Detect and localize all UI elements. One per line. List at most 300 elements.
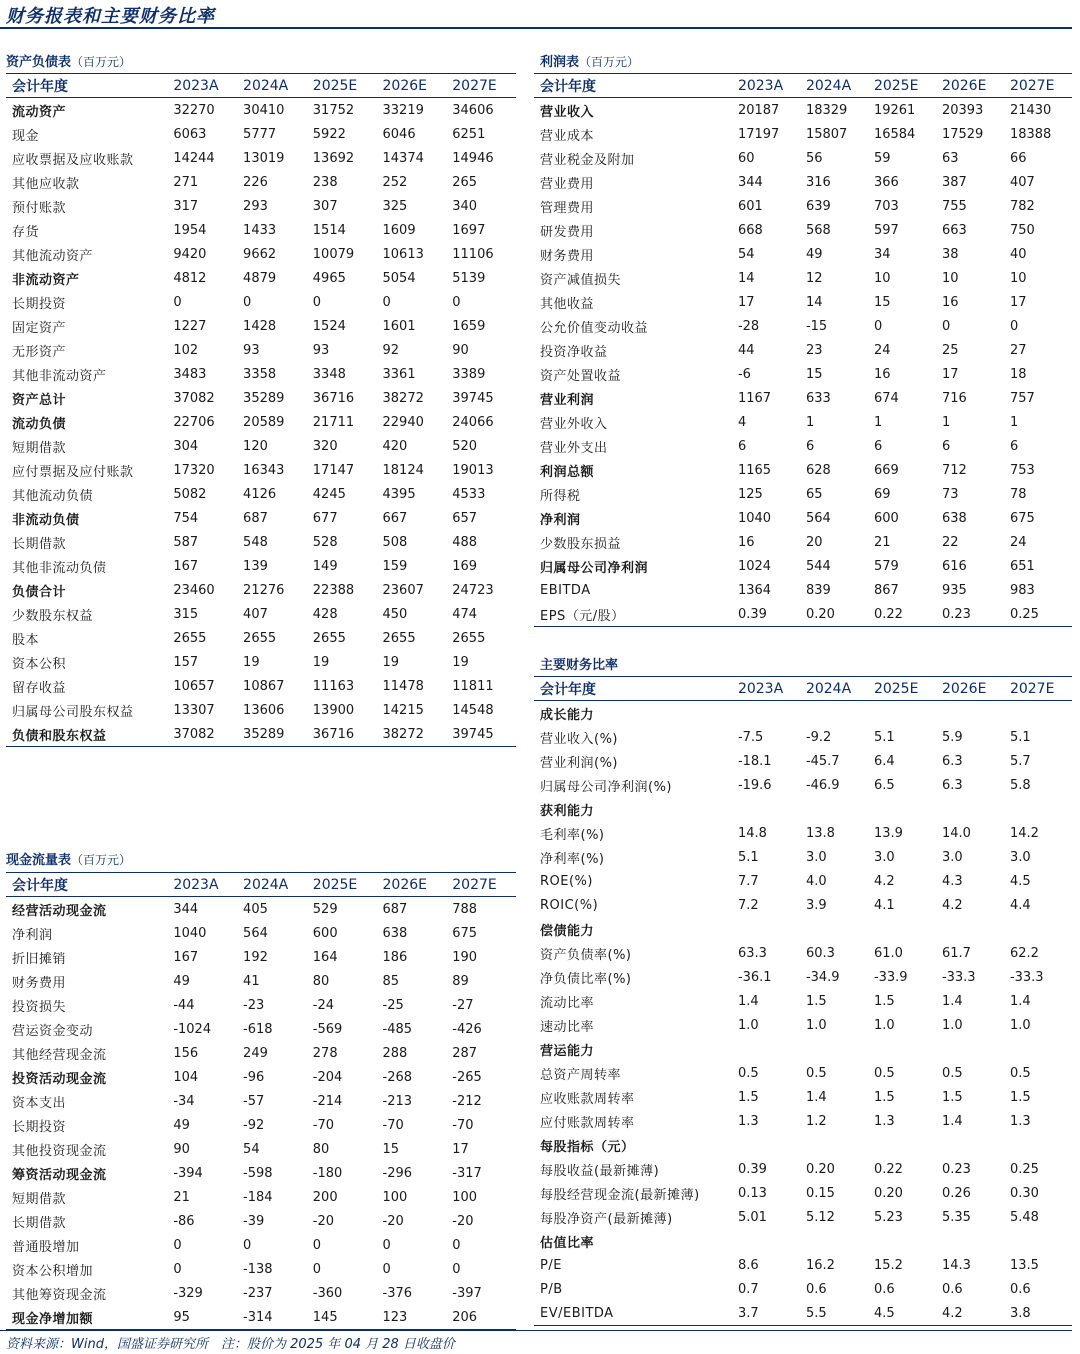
income-cell: 34 <box>873 246 891 262</box>
balance-row <box>6 578 516 602</box>
income-cell: 59 <box>873 150 891 166</box>
cashflow-cell: 0 <box>452 1237 461 1253</box>
balance-cell: 5922 <box>312 126 346 142</box>
balance-cell: 6251 <box>452 126 486 142</box>
balance-cell: 120 <box>243 438 268 454</box>
income-cell: 27 <box>1009 342 1027 358</box>
ratios-cell <box>732 917 800 941</box>
balance-row <box>6 722 516 747</box>
ratios-cell: 1.2 <box>805 1113 827 1129</box>
balance-cell: 4245 <box>312 486 346 502</box>
income-year-header: 2026E <box>936 74 1004 98</box>
income-cell: 669 <box>873 462 899 478</box>
balance-cell: 2655 <box>312 630 346 646</box>
balance-row <box>6 530 516 554</box>
balance-cell: 19 <box>243 654 260 670</box>
income-row-label: EBITDA <box>540 582 591 598</box>
ratios-cell: 0.26 <box>941 1185 971 1201</box>
income-row <box>534 386 1072 410</box>
income-year-header: 2027E <box>1004 74 1072 98</box>
balance-cell: 4533 <box>452 486 486 502</box>
income-row-label: 其他收益 <box>540 296 595 312</box>
balance-cell: 3358 <box>243 366 277 382</box>
balance-cell: 315 <box>173 606 199 622</box>
ratios-row-label: 营业利润(%) <box>540 755 618 771</box>
cashflow-cell: -20 <box>312 1213 335 1229</box>
ratios-cell <box>1004 1229 1072 1253</box>
ratios-cell: 0.5 <box>1009 1065 1031 1081</box>
cashflow-cell: -184 <box>243 1189 273 1205</box>
ratios-cell: -36.1 <box>737 969 772 985</box>
ratios-row-label: 流动比率 <box>540 995 595 1011</box>
balance-row <box>6 602 516 626</box>
balance-cell: 22940 <box>382 414 424 430</box>
balance-row-label: 流动负债 <box>12 416 67 432</box>
income-cell: 674 <box>873 390 899 406</box>
balance-cell: 37082 <box>173 390 215 406</box>
income-cell: 12 <box>805 270 823 286</box>
ratios-cell: 1.0 <box>941 1017 963 1033</box>
income-row <box>534 218 1072 242</box>
balance-cell: 14215 <box>382 702 424 718</box>
income-cell: 755 <box>941 198 967 214</box>
income-row <box>534 98 1072 123</box>
cashflow-cell: 788 <box>452 901 478 917</box>
balance-year-header: 2025E <box>307 74 377 98</box>
income-title <box>540 51 639 70</box>
ratios-header-row <box>534 677 1072 701</box>
cashflow-row <box>6 921 516 945</box>
ratios-row <box>534 941 1072 965</box>
ratios-cell: -45.7 <box>805 753 840 769</box>
ratios-cell: 5.8 <box>1009 777 1031 793</box>
ratios-row <box>534 1133 1072 1157</box>
income-cell: 22 <box>941 534 959 550</box>
balance-cell: 657 <box>452 510 478 526</box>
ratios-cell: 6.4 <box>873 753 895 769</box>
cashflow-row <box>6 1041 516 1065</box>
balance-row-label: 其他非流动负债 <box>12 560 107 576</box>
ratios-cell: -9.2 <box>805 729 832 745</box>
cashflow-cell: 21 <box>173 1189 190 1205</box>
balance-year-header: 2027E <box>446 74 516 98</box>
balance-cell: 167 <box>173 558 199 574</box>
ratios-year-header: 2024A <box>800 677 868 701</box>
income-cell: -28 <box>737 318 760 334</box>
income-cell: 18329 <box>805 102 848 118</box>
balance-title-text: 资产负债表 <box>6 55 72 70</box>
ratios-cell <box>868 1037 936 1061</box>
cashflow-cell: -39 <box>243 1213 265 1229</box>
ratios-cell: 5.5 <box>800 1301 868 1326</box>
balance-cell: 10613 <box>382 246 424 262</box>
balance-cell: 13307 <box>173 702 215 718</box>
income-cell: 21430 <box>1009 102 1052 118</box>
ratios-cell: 0.7 <box>737 1281 759 1297</box>
cashflow-table <box>6 872 516 1330</box>
ratios-cell: 3.0 <box>1009 849 1031 865</box>
balance-cell: 508 <box>382 534 408 550</box>
income-cell: 60 <box>737 150 755 166</box>
ratios-cell: 1.5 <box>941 1089 963 1105</box>
balance-cell: 428 <box>312 606 338 622</box>
ratios-cell: 5.12 <box>805 1209 835 1225</box>
balance-cell: 13606 <box>243 702 285 718</box>
cashflow-cell: 564 <box>243 925 268 941</box>
balance-cell: 4395 <box>382 486 416 502</box>
cashflow-cell: -1024 <box>173 1021 212 1037</box>
ratios-cell: -7.5 <box>737 729 764 745</box>
income-cell: 983 <box>1009 582 1035 598</box>
cashflow-row <box>6 1185 516 1209</box>
income-cell: 0.23 <box>936 602 1004 627</box>
cashflow-row <box>6 1209 516 1233</box>
balance-cell: 1514 <box>312 222 346 238</box>
ratios-row-label: 偿债能力 <box>540 923 595 939</box>
cashflow-row <box>6 1137 516 1161</box>
balance-cell: 13019 <box>243 150 285 166</box>
income-table <box>534 73 1072 627</box>
income-cell: 18388 <box>1009 126 1052 142</box>
balance-cell: 0 <box>452 294 461 310</box>
ratios-row <box>534 1061 1072 1085</box>
ratios-cell: 3.7 <box>732 1301 800 1326</box>
ratios-cell: 7.2 <box>737 897 759 913</box>
cashflow-cell: 288 <box>382 1045 408 1061</box>
ratios-cell: 1.0 <box>737 1017 759 1033</box>
ratios-cell: -18.1 <box>737 753 772 769</box>
income-cell: 25 <box>941 342 959 358</box>
balance-row <box>6 362 516 386</box>
balance-cell: 520 <box>452 438 478 454</box>
ratios-cell <box>868 1133 936 1157</box>
ratios-cell: -33.3 <box>941 969 976 985</box>
balance-cell: 24723 <box>452 582 494 598</box>
cashflow-row-label: 净利润 <box>12 927 53 943</box>
income-cell: 6 <box>805 438 815 454</box>
ratios-cell <box>868 701 936 726</box>
balance-row-label: 其他流动负债 <box>12 488 94 504</box>
ratios-cell: 0.25 <box>1009 1161 1039 1177</box>
cashflow-row-label: 长期借款 <box>12 1215 67 1231</box>
ratios-cell <box>1004 701 1072 726</box>
cashflow-cell: -96 <box>243 1069 265 1085</box>
cashflow-row-label: 经营活动现金流 <box>12 903 107 919</box>
cashflow-row-label: 筹资活动现金流 <box>12 1167 107 1183</box>
balance-row-label: 其他流动资产 <box>12 248 94 264</box>
cashflow-cell: 95 <box>167 1305 237 1330</box>
ratios-row-label: P/E <box>540 1257 562 1273</box>
cashflow-row-label: 其他经营现金流 <box>12 1047 107 1063</box>
ratios-cell <box>800 1133 868 1157</box>
balance-row <box>6 698 516 722</box>
ratios-year-header: 2023A <box>732 677 800 701</box>
balance-cell: 3389 <box>452 366 486 382</box>
balance-cell: 252 <box>382 174 408 190</box>
cashflow-row-label: 投资损失 <box>12 999 67 1015</box>
income-cell: 597 <box>873 222 899 238</box>
cashflow-row-label: 折旧摊销 <box>12 951 67 967</box>
balance-sheet-table <box>6 73 516 747</box>
cashflow-cell: -329 <box>173 1285 203 1301</box>
ratios-cell: 4.2 <box>941 897 963 913</box>
cashflow-cell: 1040 <box>173 925 207 941</box>
balance-cell: 20589 <box>243 414 285 430</box>
income-row-label: 少数股东损益 <box>540 536 622 552</box>
ratios-cell: 1.4 <box>1009 993 1031 1009</box>
balance-row <box>6 626 516 650</box>
balance-row <box>6 386 516 410</box>
ratios-row <box>534 1181 1072 1205</box>
income-cell: 1024 <box>737 558 772 574</box>
ratios-cell: -19.6 <box>737 777 772 793</box>
ratios-cell: -33.9 <box>873 969 908 985</box>
income-cell: 40 <box>1009 246 1027 262</box>
balance-row-label: 预付账款 <box>12 200 67 216</box>
ratios-row-label: 应付账款周转率 <box>540 1115 635 1131</box>
balance-cell: 317 <box>173 198 199 214</box>
income-cell: 387 <box>941 174 967 190</box>
cashflow-cell: 89 <box>452 973 469 989</box>
cashflow-cell: -376 <box>382 1285 413 1301</box>
income-row <box>534 602 1072 627</box>
cashflow-row-label: 现金净增加额 <box>6 1305 167 1330</box>
ratios-cell: 7.7 <box>737 873 759 889</box>
income-row-label: 管理费用 <box>540 200 595 216</box>
income-cell: 66 <box>1009 150 1027 166</box>
balance-cell: 30410 <box>243 102 285 118</box>
ratios-cell: 1.5 <box>737 1089 759 1105</box>
balance-cell: 31752 <box>312 102 355 118</box>
balance-cell: 19 <box>382 654 400 670</box>
income-cell: 18 <box>1009 366 1027 382</box>
balance-row <box>6 410 516 434</box>
income-cell: 628 <box>805 462 831 478</box>
income-row <box>534 530 1072 554</box>
cashflow-cell: -296 <box>382 1165 413 1181</box>
ratios-cell: 0.5 <box>737 1065 759 1081</box>
balance-row-label: 应付票据及应付账款 <box>12 464 134 480</box>
balance-row <box>6 674 516 698</box>
ratios-row-label: 每股收益(最新摊薄) <box>540 1163 660 1179</box>
ratios-row-label: ROE(%) <box>540 873 593 889</box>
ratios-cell <box>868 797 936 821</box>
ratios-year-header: 2027E <box>1004 677 1072 701</box>
income-cell: 544 <box>805 558 831 574</box>
balance-cell: 23607 <box>382 582 424 598</box>
balance-cell: 169 <box>452 558 478 574</box>
balance-year-header: 2024A <box>237 74 307 98</box>
cashflow-cell: 54 <box>243 1141 260 1157</box>
balance-cell: 5082 <box>173 486 207 502</box>
balance-row-label: 资本公积 <box>12 656 67 672</box>
ratios-row <box>534 1037 1072 1061</box>
cashflow-cell: 100 <box>382 1189 408 1205</box>
ratios-row <box>534 965 1072 989</box>
ratios-title <box>540 654 618 673</box>
balance-row-label: 现金 <box>12 128 40 144</box>
cashflow-cell: 0 <box>173 1237 182 1253</box>
income-cell: -6 <box>737 366 751 382</box>
balance-cell: 4126 <box>243 486 277 502</box>
balance-cell: 13692 <box>312 150 355 166</box>
balance-row-label: 负债和股东权益 <box>6 722 167 747</box>
ratios-row <box>534 1301 1072 1326</box>
income-cell: 24 <box>873 342 891 358</box>
balance-cell: 39745 <box>452 390 494 406</box>
income-cell: 38 <box>941 246 959 262</box>
ratios-cell <box>1004 1133 1072 1157</box>
ratios-cell: 1.5 <box>1009 1089 1031 1105</box>
income-header-row <box>534 74 1072 98</box>
ratios-cell: 0.6 <box>1009 1281 1031 1297</box>
ratios-row-label: 每股经营现金流(最新摊薄) <box>540 1187 700 1203</box>
income-cell: 63 <box>941 150 959 166</box>
ratios-cell: 4.3 <box>941 873 963 889</box>
balance-row-label: 非流动资产 <box>12 272 80 288</box>
ratios-header-label: 会计年度 <box>534 677 732 701</box>
balance-cell: 4812 <box>173 270 207 286</box>
cashflow-cell: -268 <box>382 1069 413 1085</box>
income-row <box>534 554 1072 578</box>
balance-cell: 226 <box>243 174 268 190</box>
ratios-cell: 62.2 <box>1009 945 1039 961</box>
balance-row <box>6 314 516 338</box>
balance-cell: 35289 <box>237 722 307 747</box>
balance-cell: 6046 <box>382 126 416 142</box>
cashflow-cell: -57 <box>243 1093 265 1109</box>
income-cell: 73 <box>941 486 959 502</box>
balance-cell: 11811 <box>452 678 494 694</box>
ratios-row-label: 应收账款周转率 <box>540 1091 635 1107</box>
cashflow-cell: 405 <box>243 901 268 917</box>
income-cell: 16584 <box>873 126 916 142</box>
ratios-cell: 1.0 <box>873 1017 895 1033</box>
income-cell: 316 <box>805 174 831 190</box>
income-cell: 407 <box>1009 174 1035 190</box>
ratios-cell: 0.39 <box>737 1161 767 1177</box>
ratios-cell <box>1004 1037 1072 1061</box>
income-cell: 935 <box>941 582 967 598</box>
cashflow-row <box>6 1089 516 1113</box>
income-row-label: 利润总额 <box>540 464 595 480</box>
income-row <box>534 266 1072 290</box>
balance-cell: 5139 <box>452 270 486 286</box>
income-cell: 14 <box>737 270 755 286</box>
income-cell: 16 <box>941 294 959 310</box>
balance-cell: 22388 <box>312 582 355 598</box>
balance-cell: 677 <box>312 510 338 526</box>
ratios-cell <box>800 1229 868 1253</box>
income-cell: 0.25 <box>1004 602 1072 627</box>
cashflow-unit: （百万元） <box>71 853 132 867</box>
ratios-cell <box>732 1133 800 1157</box>
balance-cell: 90 <box>452 342 469 358</box>
cashflow-cell: -180 <box>312 1165 343 1181</box>
cashflow-cell: -314 <box>237 1305 307 1330</box>
balance-cell: 37082 <box>167 722 237 747</box>
ratios-year-header: 2026E <box>936 677 1004 701</box>
page-title: 财务报表和主要财务比率 <box>6 6 215 27</box>
cashflow-cell: 206 <box>446 1305 516 1330</box>
balance-row <box>6 194 516 218</box>
income-title-text: 利润表 <box>540 55 580 70</box>
cashflow-cell: 164 <box>312 949 338 965</box>
balance-cell: 6063 <box>173 126 207 142</box>
cashflow-cell: -70 <box>452 1117 474 1133</box>
balance-cell: 18124 <box>382 462 424 478</box>
income-row-label: 所得税 <box>540 488 581 504</box>
cashflow-cell: -426 <box>452 1021 482 1037</box>
ratios-cell: 4.2 <box>873 873 895 889</box>
cashflow-cell: -20 <box>382 1213 404 1229</box>
balance-row-label: 资产总计 <box>12 392 67 408</box>
ratios-cell: 0.5 <box>941 1065 963 1081</box>
income-row-label: 资产减值损失 <box>540 272 622 288</box>
cashflow-cell: 100 <box>452 1189 478 1205</box>
ratios-cell: 1.3 <box>737 1113 759 1129</box>
cashflow-cell: -27 <box>452 997 474 1013</box>
ratios-cell: 5.35 <box>941 1209 971 1225</box>
ratios-cell <box>732 1037 800 1061</box>
ratios-cell <box>800 701 868 726</box>
balance-row <box>6 338 516 362</box>
cashflow-cell: -360 <box>312 1285 343 1301</box>
ratios-cell: 1.3 <box>873 1113 895 1129</box>
ratios-cell: 1.4 <box>941 1113 963 1129</box>
balance-cell: 36716 <box>307 722 377 747</box>
income-cell: -15 <box>805 318 828 334</box>
ratios-cell: 5.48 <box>1009 1209 1039 1225</box>
ratios-cell <box>800 1037 868 1061</box>
income-cell: 24 <box>1009 534 1027 550</box>
cashflow-cell: 104 <box>173 1069 199 1085</box>
income-cell: 54 <box>737 246 755 262</box>
income-cell: 564 <box>805 510 831 526</box>
balance-cell: 9662 <box>243 246 277 262</box>
ratios-row <box>534 821 1072 845</box>
ratios-cell: 5.7 <box>1009 753 1031 769</box>
income-row-label: 营业费用 <box>540 176 595 192</box>
cashflow-cell: 85 <box>382 973 400 989</box>
income-cell: 125 <box>737 486 763 502</box>
cashflow-cell: 156 <box>173 1045 199 1061</box>
ratios-cell: 0.15 <box>805 1185 835 1201</box>
income-cell: 20 <box>805 534 823 550</box>
income-cell: 366 <box>873 174 899 190</box>
balance-cell: 4879 <box>243 270 277 286</box>
ratios-cell: 6.5 <box>873 777 895 793</box>
balance-cell: 2655 <box>382 630 416 646</box>
ratios-cell: 16.2 <box>805 1257 835 1273</box>
income-cell: 782 <box>1009 198 1035 214</box>
balance-cell: 407 <box>243 606 268 622</box>
balance-cell: 39745 <box>446 722 516 747</box>
cashflow-row-label: 财务费用 <box>12 975 67 991</box>
cashflow-row-label: 长期投资 <box>12 1119 67 1135</box>
balance-cell: 35289 <box>243 390 285 406</box>
ratios-row <box>534 1157 1072 1181</box>
ratios-cell: 4.2 <box>936 1301 1004 1326</box>
balance-cell: 3361 <box>382 366 416 382</box>
cashflow-cell: -204 <box>312 1069 343 1085</box>
ratios-row <box>534 845 1072 869</box>
balance-cell: 265 <box>452 174 478 190</box>
income-row-label: 营业税金及附加 <box>540 152 635 168</box>
cashflow-cell: 17 <box>452 1141 469 1157</box>
balance-cell: 325 <box>382 198 408 214</box>
balance-row-label: 无形资产 <box>12 344 67 360</box>
